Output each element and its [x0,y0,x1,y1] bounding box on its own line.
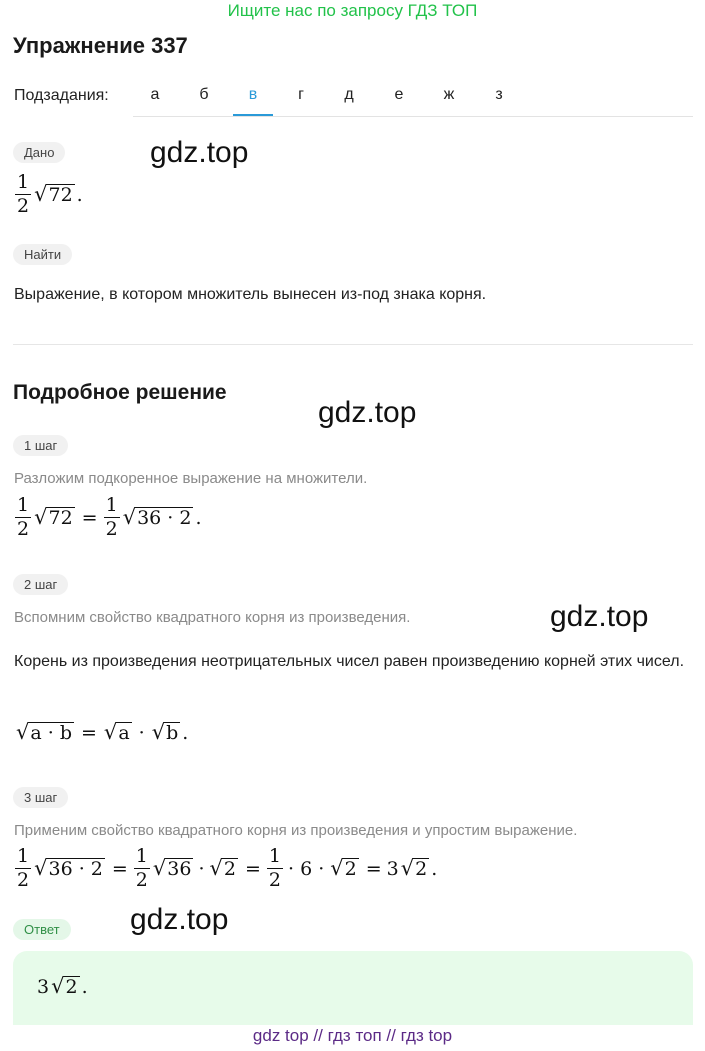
step-2-badge: 2 шаг [13,574,68,595]
find-badge: Найти [13,244,72,265]
watermark: gdz.top [550,600,649,633]
fraction: $\frac{1}{2}$ [17,171,30,217]
tab-v[interactable]: в [233,86,273,116]
tab-z[interactable]: з [495,86,503,103]
footer-text: gdz top // гдз топ // гдз top [252,1026,453,1045]
watermark: gdz.top [318,396,417,429]
step-2-hint: Вспомним свойство квадратного корня из произведения. [14,609,411,626]
step-2-math: √ a · b = √ a · √ b . [16,720,189,745]
step-1-hint: Разложим подкоренное выражение на множители. [14,470,368,487]
given-badge: Дано [13,142,65,163]
tab-b[interactable]: б [199,86,209,103]
tab-a[interactable]: а [150,86,160,103]
step-3-hint: Применим свойство квадратного корня из произведения и упростим выражение. [14,822,578,839]
tab-zh[interactable]: ж [443,86,455,103]
tab-d[interactable]: д [344,86,354,103]
step-1-math: $\frac{1}{2}$ √ 72 = $\frac{1}{2}$ √ 36 · 2 . [17,494,202,540]
find-text: Выражение, в котором множитель вынесен из-под знака корня. [14,286,487,303]
step-3-math: $\frac{1}{2}$ √ 36 · 2 = $\frac{1}{2}$ √ 36 · √ 2 = $\frac{1}{2}$ · 6 · √ 2 = 3 √ 2 . [17,845,438,891]
answer-box [13,951,693,1025]
promo-banner: Ищите нас по запросу ГДЗ ТОП [227,1,478,20]
subtasks-label: Подзадания: [14,87,109,104]
step-2-text: Корень из произведения неотрицательных чисел равен произведению корней этих чисел. [14,653,685,670]
solution-heading: Подробное решение [13,381,227,404]
page-title: Упражнение 337 [13,33,188,58]
watermark: gdz.top [130,903,229,936]
answer-math: 3 √ 2 . [37,974,88,999]
watermark: gdz.top [150,136,249,169]
subtask-tabs [133,86,693,117]
divider [13,344,693,345]
tab-g[interactable]: г [298,86,304,103]
sqrt: √ 72 [34,181,73,206]
step-3-badge: 3 шаг [13,787,68,808]
answer-badge: Ответ [13,919,71,940]
tab-e[interactable]: е [394,86,404,103]
given-expression: $\frac{1}{2}$ √ 72 . [17,171,83,217]
step-1-badge: 1 шаг [13,435,68,456]
